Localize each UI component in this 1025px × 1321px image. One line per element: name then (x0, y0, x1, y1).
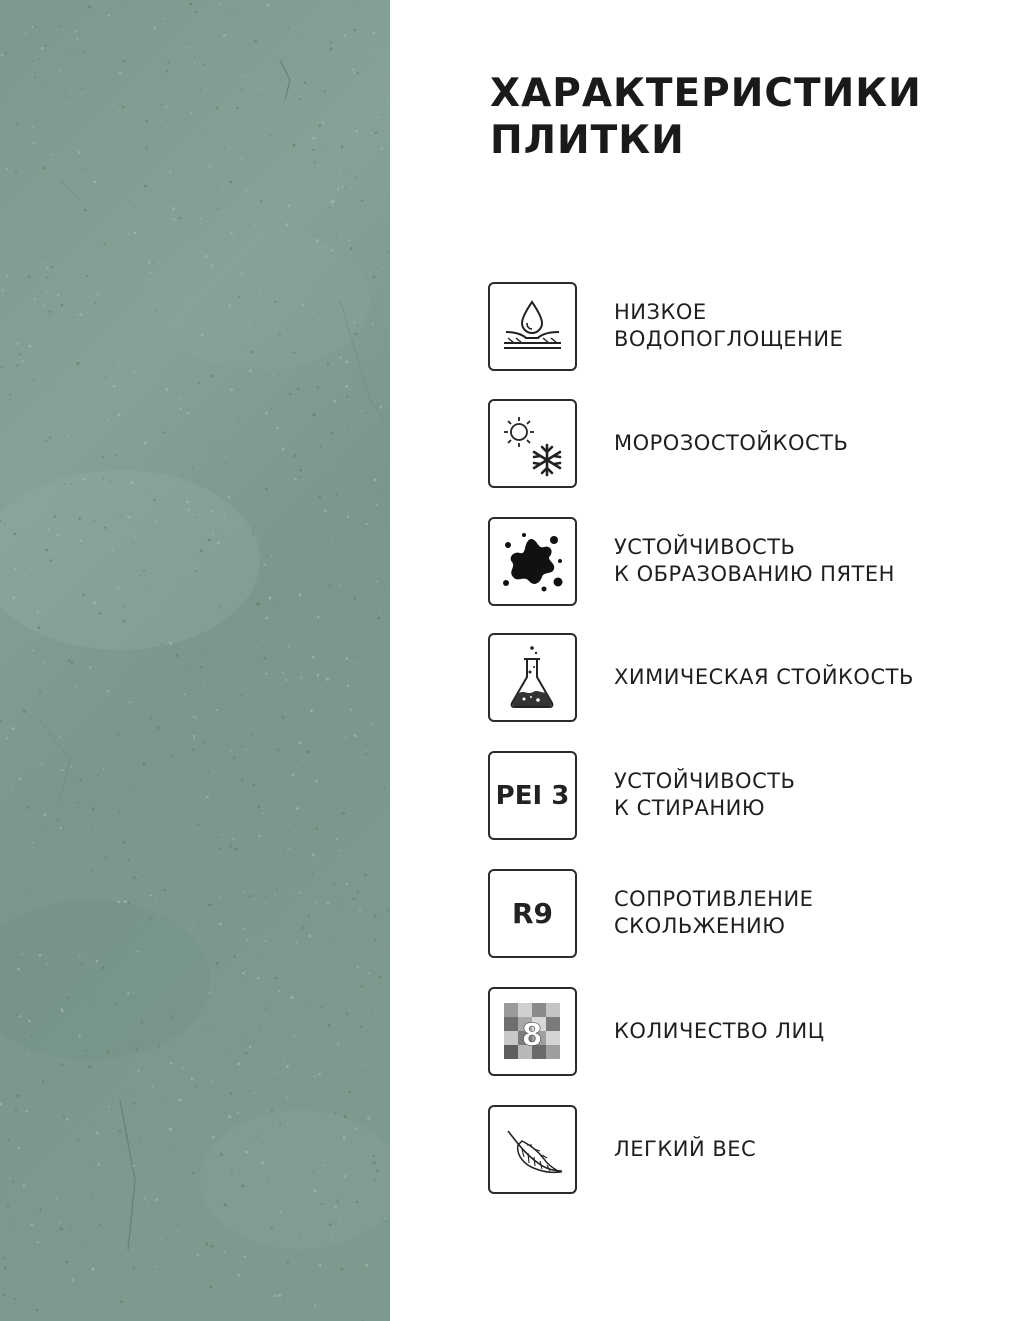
water-drop-icon (488, 282, 577, 371)
feature-label-line: СКОЛЬЖЕНИЮ (614, 914, 786, 938)
title-line-2: ПЛИТКИ (490, 118, 685, 163)
feature-label-line: УСТОЙЧИВОСТЬ (614, 535, 796, 559)
slip-rating-icon (488, 869, 577, 958)
pei-rating-badge: PEI 3 (495, 780, 570, 811)
feature-label (614, 299, 843, 353)
stain-splash-icon (488, 517, 577, 606)
feature-label (614, 886, 813, 940)
feature-label-line: ВОДОПОГЛОЩЕНИЕ (614, 327, 844, 351)
feature-label-line: КОЛИЧЕСТВО ЛИЦ (614, 1018, 825, 1043)
faces-count-badge: 8 (521, 1017, 543, 1053)
feature-label-line: К СТИРАНИЮ (614, 796, 765, 820)
feature-label (614, 534, 895, 588)
feature-label (614, 768, 795, 822)
feature-label (614, 1018, 825, 1045)
title-line-1: ХАРАКТЕРИСТИКИ (490, 71, 922, 116)
feature-faces-count (488, 986, 1008, 1076)
feature-label-line: МОРОЗОСТОЙКОСТЬ (614, 430, 849, 455)
feature-label-line: СОПРОТИВЛЕНИЕ (614, 887, 814, 911)
feature-label-line: ЛЕГКИЙ ВЕС (614, 1136, 757, 1161)
feather-icon (488, 1105, 577, 1194)
feature-label-line: УСТОЙЧИВОСТЬ (614, 769, 796, 793)
tile-texture-photo (0, 0, 390, 1321)
feature-label (614, 1136, 756, 1163)
feature-label-line: ХИМИЧЕСКАЯ СТОЙКОСТЬ (614, 664, 914, 689)
stone-texture-image (0, 0, 390, 1321)
feature-stain-resistance (488, 516, 1008, 606)
feature-label (614, 430, 848, 457)
feature-label-line: НИЗКОЕ (614, 300, 707, 324)
pei-rating-icon (488, 751, 577, 840)
feature-abrasion-resistance (488, 750, 1008, 840)
faces-count-icon (488, 987, 577, 1076)
feature-label-line: К ОБРАЗОВАНИЮ ПЯТЕН (614, 562, 895, 586)
feature-light-weight (488, 1104, 1008, 1194)
feature-frost-resistance (488, 398, 1008, 488)
feature-low-water-absorption (488, 281, 1008, 371)
slip-rating-badge: R9 (511, 896, 554, 930)
feature-label (614, 664, 914, 691)
page-title (490, 70, 990, 164)
feature-slip-resistance (488, 868, 1008, 958)
feature-chemical-resistance (488, 632, 1008, 722)
chemical-flask-icon (488, 633, 577, 722)
sun-snowflake-icon (488, 399, 577, 488)
